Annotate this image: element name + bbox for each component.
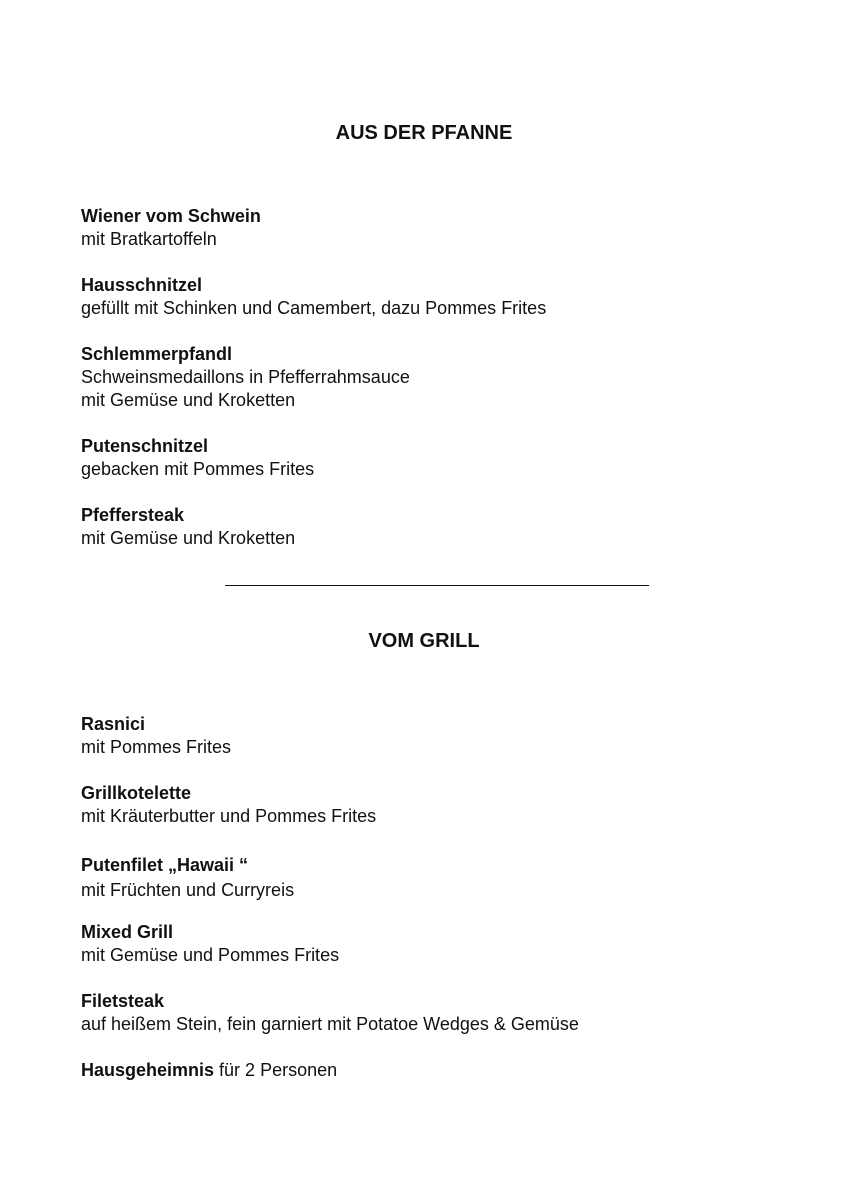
item-description: mit Pommes Frites <box>81 737 232 757</box>
menu-item <box>81 435 781 481</box>
item-description: gebacken mit Pommes Frites <box>81 459 315 479</box>
item-name: Grillkotelette <box>81 783 192 803</box>
menu-item <box>81 854 781 902</box>
section-title-grill: VOM GRILL <box>368 630 480 652</box>
item-description: mit Gemüse und Kroketten <box>81 528 296 548</box>
menu-item <box>81 990 781 1036</box>
menu-item <box>81 782 781 828</box>
menu-item <box>81 1059 781 1082</box>
item-name: Putenfilet „Hawaii “ <box>81 855 249 875</box>
item-name: Pfeffersteak <box>81 505 185 525</box>
menu-item <box>81 343 781 412</box>
item-name: Wiener vom Schwein <box>81 206 261 226</box>
section-items-grill <box>81 713 781 1105</box>
item-name: Mixed Grill <box>81 922 174 942</box>
item-description: mit Gemüse und Kroketten <box>81 390 296 410</box>
item-description: Schweinsmedaillons in Pfefferrahmsauce <box>81 367 410 387</box>
item-description: mit Gemüse und Pommes Frites <box>81 945 340 965</box>
item-name: Putenschnitzel <box>81 436 209 456</box>
item-description: auf heißem Stein, fein garniert mit Potatoe Wedges & Gemüse <box>81 1014 579 1034</box>
menu-item <box>81 274 781 320</box>
menu-item <box>81 921 781 967</box>
item-name: Filetsteak <box>81 991 165 1011</box>
item-name: Hausgeheimnis <box>81 1060 215 1080</box>
item-description: für 2 Personen <box>214 1060 338 1080</box>
menu-item <box>81 504 781 550</box>
item-description: gefüllt mit Schinken und Camembert, dazu Pommes Frites <box>81 298 547 318</box>
item-description: mit Kräuterbutter und Pommes Frites <box>81 806 377 826</box>
menu-item <box>81 713 781 759</box>
item-description: mit Bratkartoffeln <box>81 229 217 249</box>
section-divider <box>225 585 649 586</box>
item-description: mit Früchten und Curryreis <box>81 880 295 900</box>
section-title-pfanne: AUS DER PFANNE <box>335 122 513 144</box>
item-name: Hausschnitzel <box>81 275 203 295</box>
section-items-pfanne <box>81 205 781 573</box>
item-name: Schlemmerpfandl <box>81 344 233 364</box>
item-name: Rasnici <box>81 714 146 734</box>
menu-item <box>81 205 781 251</box>
